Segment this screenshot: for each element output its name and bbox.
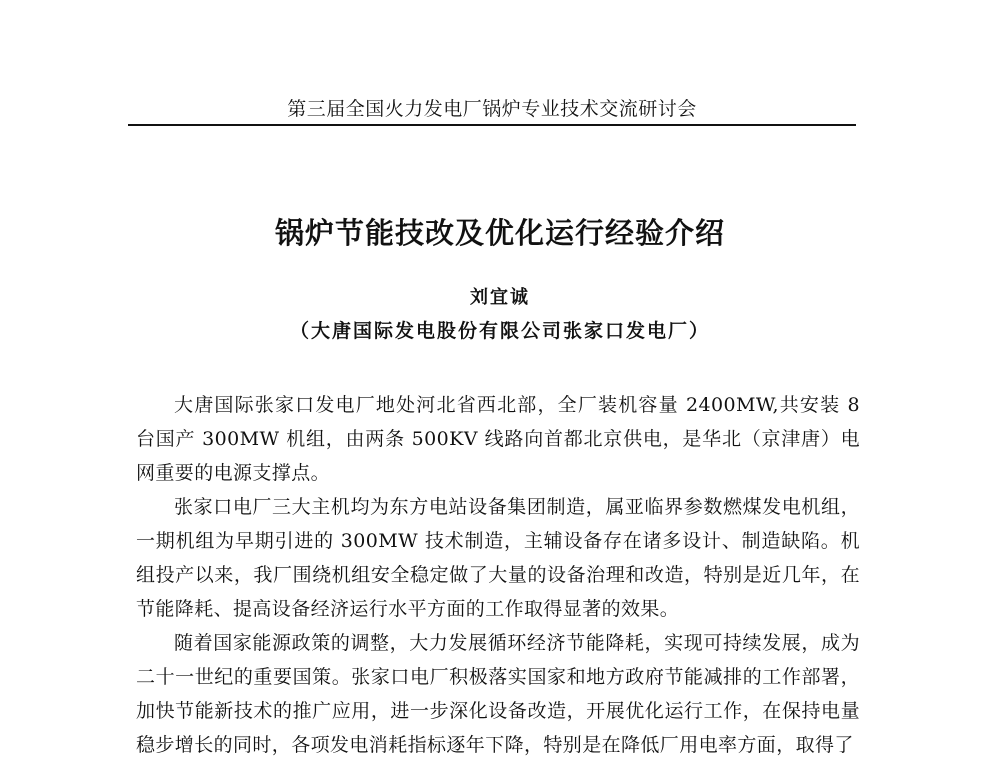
paper-title: 锅炉节能技改及优化运行经验介绍 <box>274 216 725 250</box>
paragraph-2: 张家口电厂三大主机均为东方电站设备集团制造，属亚临界参数燃煤发电机组，一期机组为早期引进的 300MW 技术制造，主辅设备存在诸多设计、制造缺陷。机组投产以来，我厂围绕机组安全稳定做了大量的设备治理和改造，特别是近几年，在节能降耗、提高设备经济运行水平方面的工作取得显著的效果。 <box>136 496 860 620</box>
author-affiliation: （大唐国际发电股份有限公司张家口发电厂） <box>289 320 710 342</box>
header-rule <box>128 124 856 126</box>
body-text <box>136 388 860 762</box>
paragraph-1: 大唐国际张家口发电厂地处河北省西北部，全厂装机容量 2400MW,共安装 8 台国产 300MW 机组，由两条 500KV 线路向首都北京供电，是华北（京津唐）电网重要的电源支撑点。 <box>136 394 860 484</box>
author-name: 刘宜诚 <box>470 287 530 308</box>
paragraph-3: 随着国家能源政策的调整，大力发展循环经济节能降耗，实现可持续发展，成为二十一世纪的重要国策。张家口电厂积极落实国家和地方政府节能减排的工作部署，加快节能新技术的推广应用，进一步深化设备改造，开展优化运行工作，在保持电量稳步增长的同时，各项发电消耗指标逐年下降，特别是在降低厂用电率方面，取得了 <box>136 632 860 756</box>
running-header: 第三届全国火力发电厂锅炉专业技术交流研讨会 <box>287 98 697 120</box>
